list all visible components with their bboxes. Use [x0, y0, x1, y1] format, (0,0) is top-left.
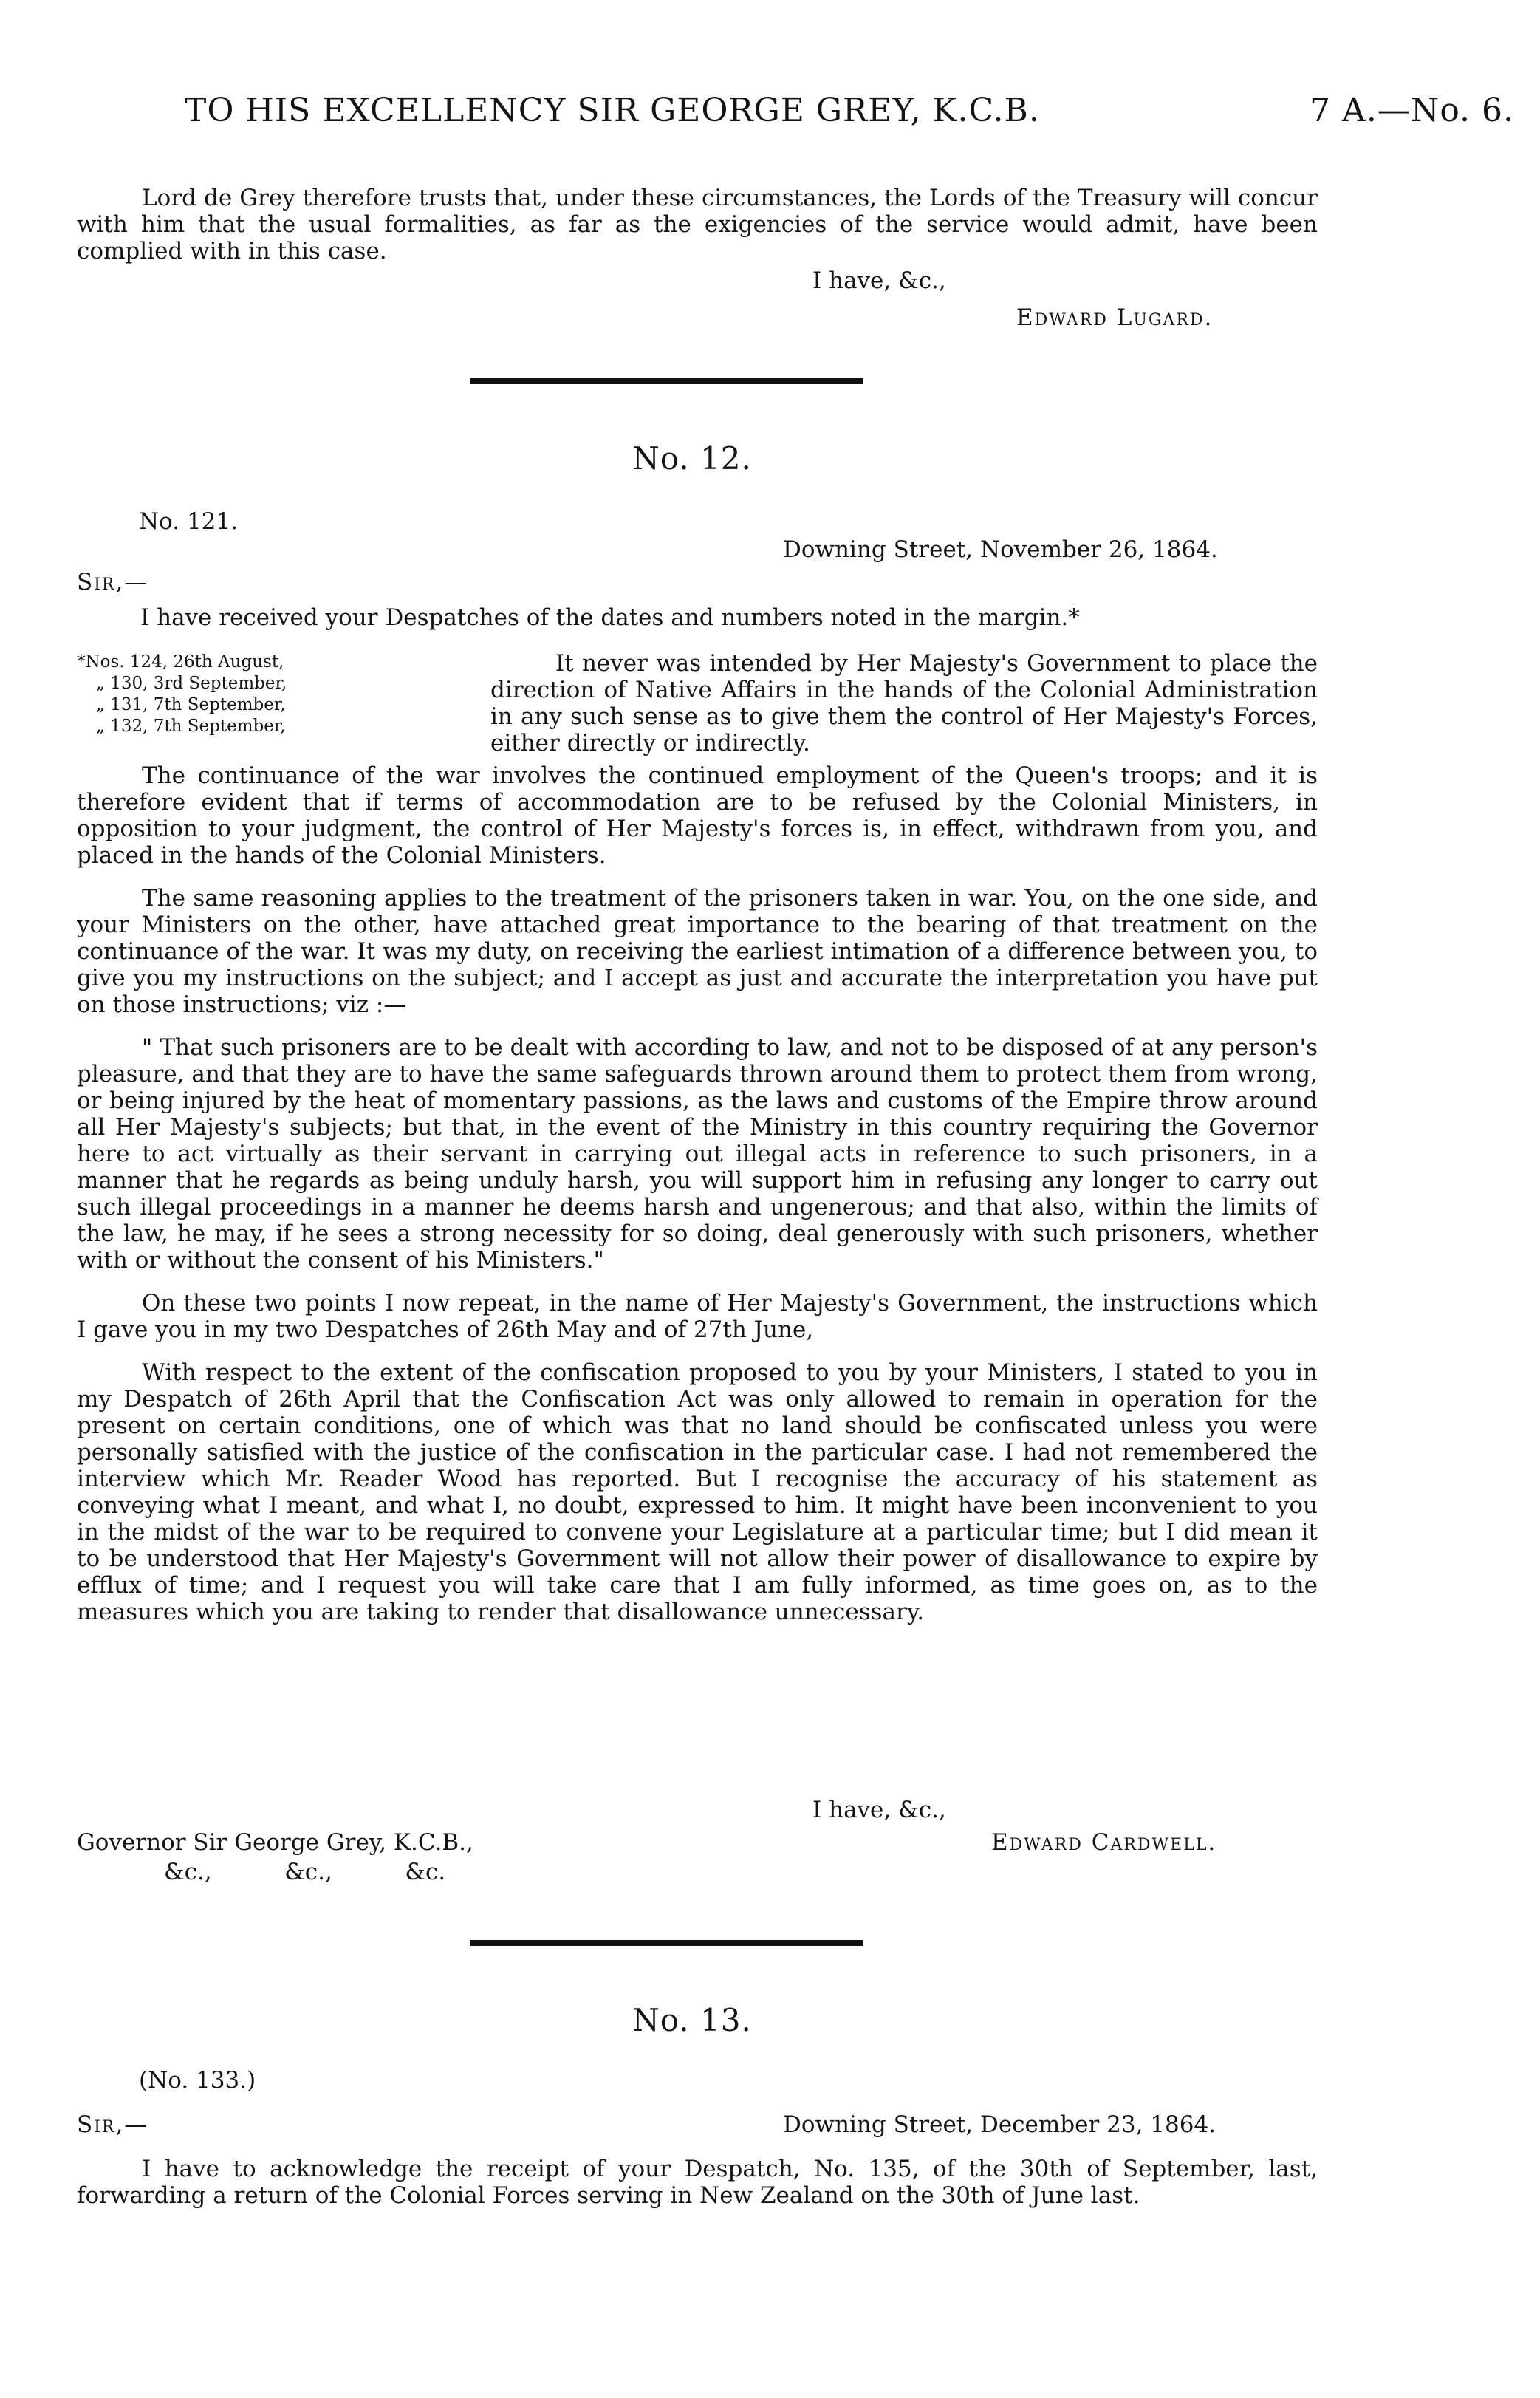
letter-13-salutation: Sir,— [77, 2111, 149, 2138]
page-header [185, 92, 1514, 129]
letter-12-closing: I have, &c., [812, 1797, 946, 1823]
header-title: TO HIS EXCELLENCY SIR GEORGE GREY, K.C.B. [185, 92, 1040, 129]
side-paragraph: It never was intended by Her Majesty's Government to place the direction of Native Affairs in the hands of the Colonial Administration in any such sense as to give them the control of Her Majesty's Forces, either directly or indirectly. [490, 650, 1318, 756]
letter-12-signature: Edward Cardwell. [991, 1829, 1217, 1856]
paragraph: The same reasoning applies to the treatment of the prisoners taken in war. You, on the one side, and your Ministers on the other, have attached great importance to the bearing of that treatment on the continuance of the war. It was my duty, on receiving the earliest intimation of a difference between you, to give you my instructions on the subject; and I accept as just and accurate the interpretation you have put on those instructions; viz :— [77, 885, 1318, 1018]
letter-13-heading: No. 13. [632, 2002, 752, 2038]
paragraph: I have to acknowledge the receipt of your Despatch, No. 135, of the 30th of September, last, forwarding a return of the Colonial Forces serving in New Zealand on the 30th of June last. [77, 2156, 1318, 2209]
letter-12-first-line: I have received your Despatches of the dates and numbers noted in the margin.* [140, 604, 1080, 631]
paragraph: The continuance of the war involves the continued employment of the Queen's troops; and it is therefore evident that if terms of accommodation are to be refused by the Colonial Ministers, in opposition to your judgment, the control of Her Majesty's forces is, in effect, withdrawn from you, and placed in the hands of the Colonial Ministers. [77, 762, 1318, 869]
intro-signature: Edward Lugard. [1016, 304, 1214, 331]
letter-13-body [77, 2156, 1318, 2209]
margin-note: „ 131, 7th September, [96, 695, 286, 714]
paragraph: On these two points I now repeat, in the name of Her Majesty's Government, the instructions which I gave you in my two Despatches of 26th May and of 27th June, [77, 1290, 1318, 1343]
margin-notes [77, 652, 461, 737]
quoted-instructions: " That such prisoners are to be dealt with according to law, and not to be disposed of at any person's pleasure, and that they are to have the same safeguards thrown around them to protect them from wrong, or being injured by the heat of momentary passions, as the laws and customs of the Empire throw around all Her Majesty's subjects; but that, in the event of the Ministry in this country requiring the Governor here to act virtually as their servant in carrying out illegal acts in reference to such prisoners, in a manner that he regards as being unduly harsh, you will support him in refusing any longer to carry out such illegal proceedings in a manner he deems harsh and ungenerous; and that also, within the limits of the law, he may, if he sees a strong necessity for so doing, deal generously with such prisoners, whether with or without the consent of his Ministers." [77, 1034, 1318, 1274]
margin-note: „ 130, 3rd September, [96, 674, 287, 693]
letter-12-number: No. 121. [139, 508, 238, 535]
margin-note: *Nos. 124, 26th August, [77, 652, 284, 672]
letter-13-place-date: Downing Street, December 23, 1864. [783, 2111, 1216, 2138]
intro-section [77, 185, 1318, 264]
letter-13-number: (No. 133.) [139, 2067, 256, 2094]
header-reference: 7 A.—No. 6. [1310, 92, 1514, 129]
margin-note: „ 132, 7th September, [96, 717, 286, 736]
section-divider [470, 378, 863, 384]
intro-paragraph: Lord de Grey therefore trusts that, under these circumstances, the Lords of the Treasury will concur with him that the usual formalities, as far as the exigencies of the service would admit, have been complied with in this case. [77, 185, 1318, 264]
letter-12-body [77, 762, 1318, 1625]
letter-12-etc: &c., &c., &c. [164, 1859, 446, 1885]
intro-closing: I have, &c., [812, 267, 946, 294]
letter-12-heading: No. 12. [632, 440, 752, 476]
paragraph: With respect to the extent of the confiscation proposed to you by your Ministers, I stated to you in my Despatch of 26th April that the Confiscation Act was only allowed to remain in operation for the present on certain conditions, one of which was that no land should be confiscated unless you were personally satisfied with the justice of the confiscation in the particular case. I had not remembered the interview which Mr. Reader Wood has reported. But I recognise the accuracy of his statement as conveying what I meant, and what I, no doubt, expressed to him. It might have been inconvenient to you in the midst of the war to be required to convene your Legislature at a particular time; but I did mean it to be understood that Her Majesty's Government will not allow their power of disallowance to expire by efflux of time; and I request you will take care that I am fully informed, as time goes on, as to the measures which you are taking to render that disallowance unnecessary. [77, 1359, 1318, 1625]
letter-12-salutation: Sir,— [77, 569, 149, 595]
section-divider [470, 1940, 863, 1946]
letter-12-addressee: Governor Sir George Grey, K.C.B., [77, 1829, 473, 1856]
letter-12-place-date: Downing Street, November 26, 1864. [783, 536, 1218, 563]
